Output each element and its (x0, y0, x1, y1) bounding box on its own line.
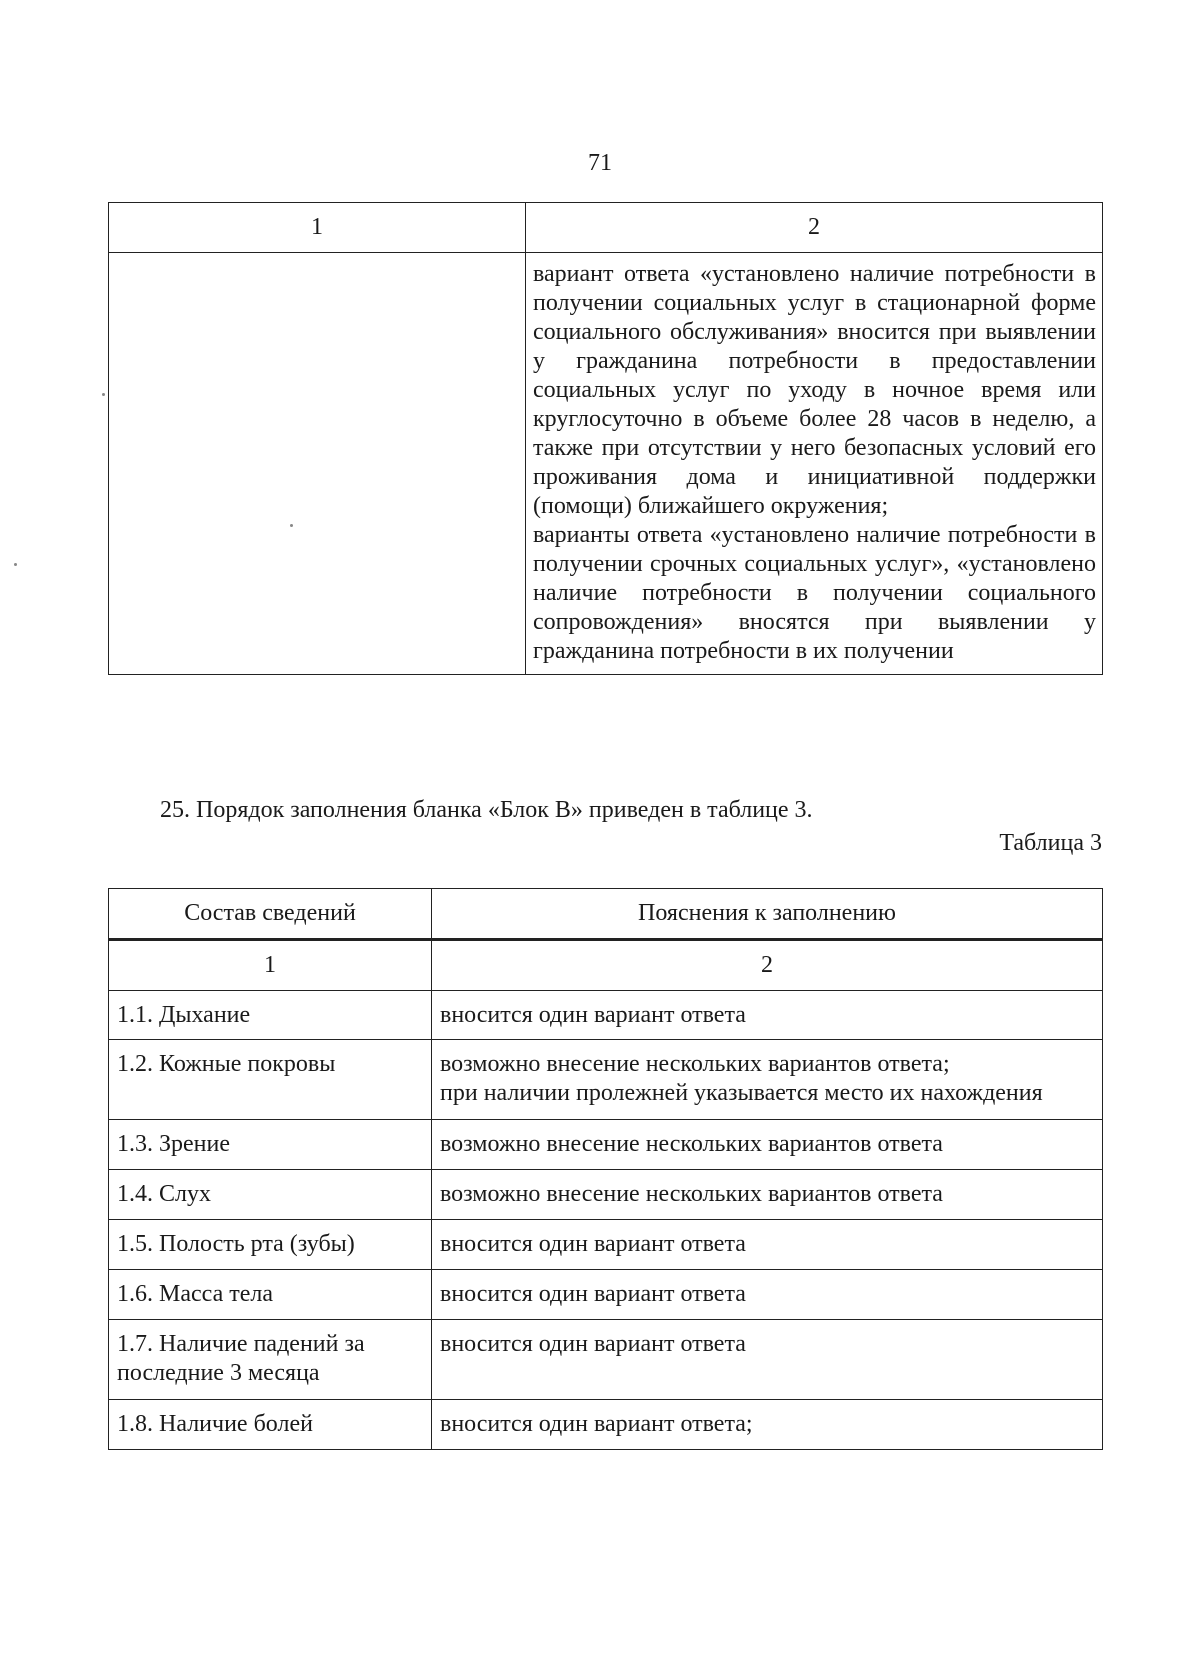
row-note: возможно внесение нескольких вариантов ответа (432, 1170, 1103, 1220)
table-row (109, 1170, 1103, 1220)
table-header-row (109, 889, 1103, 940)
table-row (109, 253, 1103, 675)
header-explanations: Пояснения к заполнению (432, 889, 1103, 940)
column-number-1: 1 (109, 940, 432, 991)
row-note: вносится один вариант ответа (432, 1220, 1103, 1270)
empty-cell (109, 253, 526, 675)
row-note: вносится один вариант ответа (432, 1270, 1103, 1320)
header-composition: Состав сведений (109, 889, 432, 940)
scan-speck (290, 524, 293, 527)
explanation-cell (526, 253, 1103, 675)
row-note: возможно внесение нескольких вариантов ответа; при наличии пролежней указывается место их нахождения (432, 1040, 1103, 1120)
row-item: 1.1. Дыхание (109, 991, 432, 1040)
explanation-paragraph-1: вариант ответа «установлено наличие потребности в получении социальных услуг в стационарной форме социального обслуживания» вносится при выявлении у гражданина потребности в предоставлении социальных услуг по уходу в ночное время или круглосуточно в объеме более 28 часов в неделю, а также при отсутствии у него безопасных условий его проживания дома и инициативной поддержки (помощи) ближайшего окружения; (533, 261, 1096, 519)
column-number-2: 2 (526, 203, 1103, 253)
table-row (109, 1120, 1103, 1170)
page-number: 71 (588, 150, 612, 176)
row-note: возможно внесение нескольких вариантов ответа (432, 1120, 1103, 1170)
column-numbers-row (109, 940, 1103, 991)
scan-speck (102, 393, 105, 396)
row-item: 1.8. Наличие болей (109, 1400, 432, 1450)
row-item: 1.6. Масса тела (109, 1270, 432, 1320)
table-row (109, 1320, 1103, 1400)
table-3 (108, 888, 1103, 1450)
explanation-paragraph-2: варианты ответа «установлено наличие потребности в получении срочных социальных услуг», «установлено наличие потребности в получении социального сопровождения» вносятся при выявлении у гражданина потребности в их получении (533, 522, 1096, 664)
table-header-row (109, 203, 1103, 253)
row-note: вносится один вариант ответа (432, 1320, 1103, 1400)
row-note: вносится один вариант ответа (432, 991, 1103, 1040)
row-item: 1.4. Слух (109, 1170, 432, 1220)
table-row (109, 991, 1103, 1040)
table-row (109, 1040, 1103, 1120)
column-number-1: 1 (109, 203, 526, 253)
row-item: 1.5. Полость рта (зубы) (109, 1220, 432, 1270)
row-item: 1.2. Кожные покровы (109, 1040, 432, 1120)
paragraph-25: 25. Порядок заполнения бланка «Блок В» приведен в таблице 3. (160, 797, 813, 823)
row-item: 1.7. Наличие падений за последние 3 месяца (109, 1320, 432, 1400)
table-row (109, 1220, 1103, 1270)
table-row (109, 1270, 1103, 1320)
row-item: 1.3. Зрение (109, 1120, 432, 1170)
scan-speck (14, 563, 17, 566)
continuation-table (108, 202, 1103, 675)
column-number-2: 2 (432, 940, 1103, 991)
table-row (109, 1400, 1103, 1450)
table-caption: Таблица 3 (999, 830, 1102, 856)
row-note: вносится один вариант ответа; (432, 1400, 1103, 1450)
